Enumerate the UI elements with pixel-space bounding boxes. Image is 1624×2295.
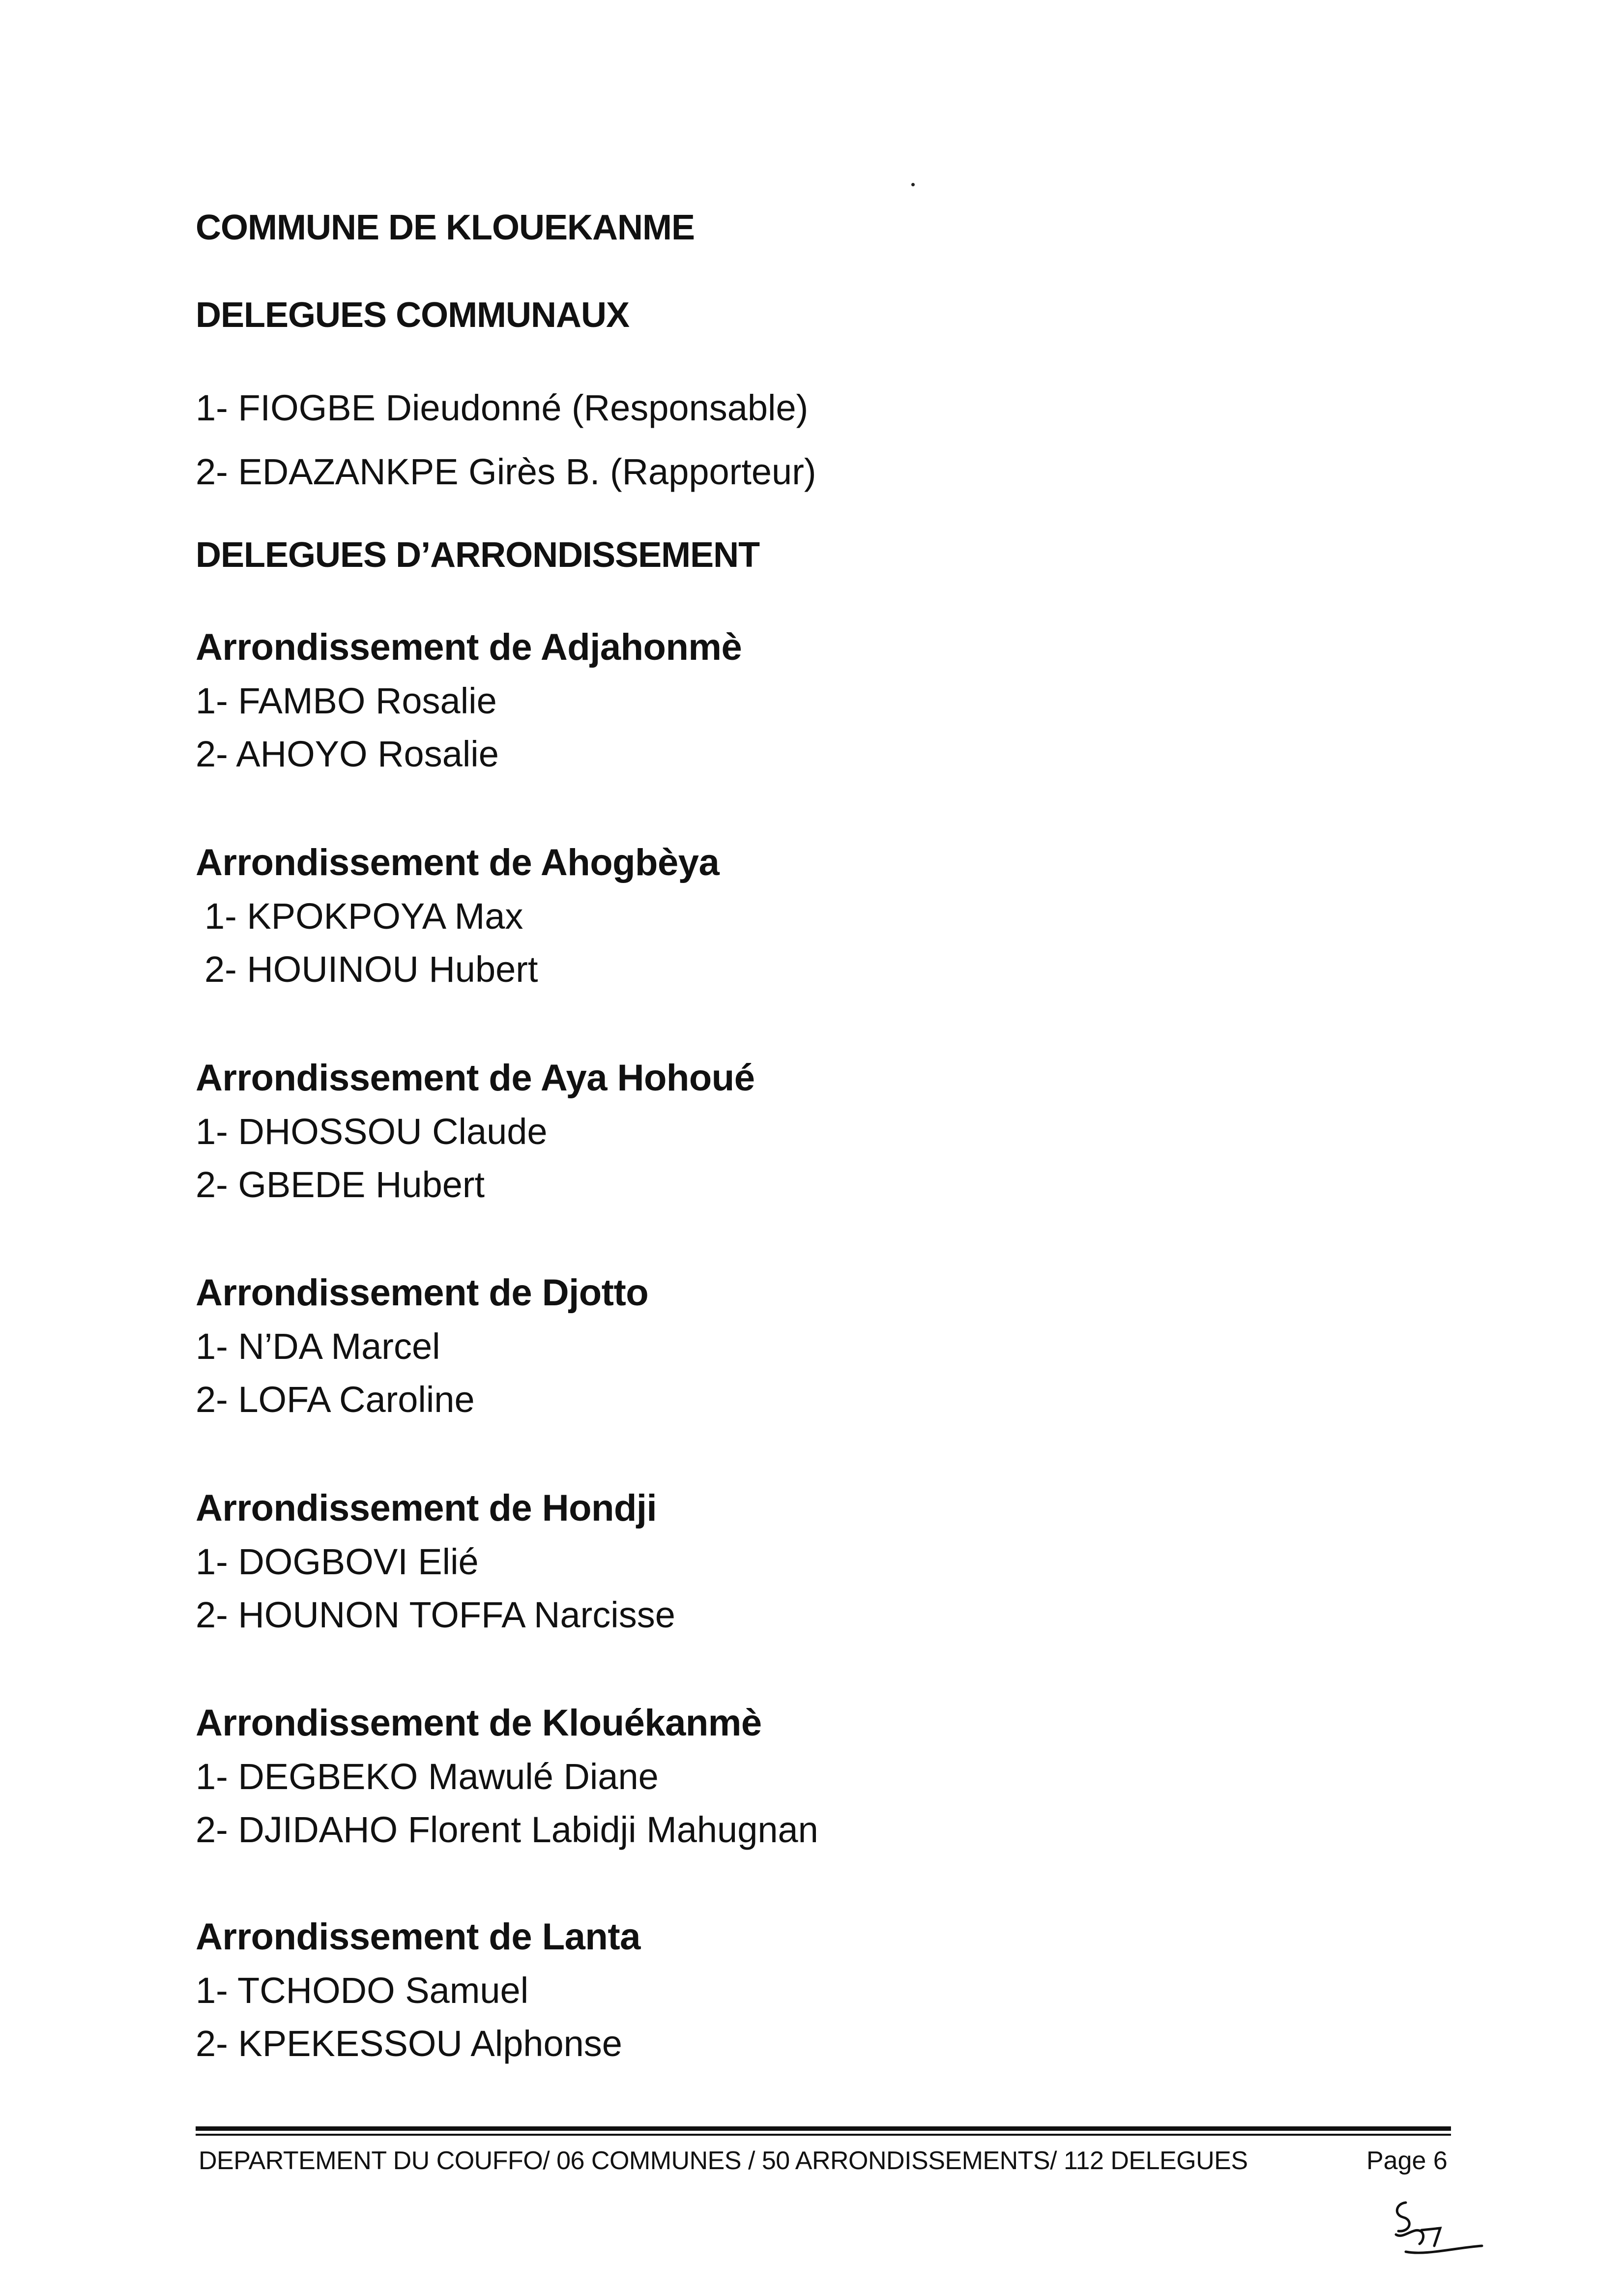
commune-title: COMMUNE DE KLOUEKANME xyxy=(196,208,695,247)
list-item: 1- FIOGBE Dieudonné (Responsable) xyxy=(196,387,809,428)
list-item: 2- EDAZANKPE Girès B. (Rapporteur) xyxy=(196,451,816,492)
page-number: Page 6 xyxy=(1366,2147,1448,2175)
list-item: 2- DJIDAHO Florent Labidji Mahugnan xyxy=(196,1809,818,1850)
arrondissement-title: Arrondissement de Hondji xyxy=(196,1487,657,1529)
list-item: 2- KPEKESSOU Alphonse xyxy=(196,2023,622,2064)
arrondissement-group xyxy=(196,1696,818,1856)
list-item: 1- KPOKPOYA Max xyxy=(204,896,523,937)
list-item: 2- AHOYO Rosalie xyxy=(196,734,499,774)
arrondissement-title: Arrondissement de Ahogbèya xyxy=(196,842,720,883)
communal-delegates-heading: DELEGUES COMMUNAUX xyxy=(196,295,630,335)
arrondissement-group xyxy=(196,1481,675,1642)
arrondissement-group xyxy=(196,1910,640,2070)
signature-icon xyxy=(1376,2193,1489,2262)
communal-delegates-list xyxy=(196,376,816,504)
footer-text: DEPARTEMENT DU COUFFO/ 06 COMMUNES / 50 ARRONDISSEMENTS/ 112 DELEGUES xyxy=(199,2147,1248,2175)
footer-divider xyxy=(196,2126,1451,2131)
arrondissement-title: Arrondissement de Djotto xyxy=(196,1272,649,1314)
list-item: 1- FAMBO Rosalie xyxy=(196,680,497,721)
list-item: 2- HOUINOU Hubert xyxy=(204,949,538,990)
arrondissement-title: Arrondissement de Aya Hohoué xyxy=(196,1057,755,1099)
arrondissement-title: Arrondissement de Lanta xyxy=(196,1916,640,1958)
arrondissement-group xyxy=(196,836,719,996)
list-item: 2- GBEDE Hubert xyxy=(196,1164,485,1205)
arrondissement-group xyxy=(196,620,742,781)
arrondissement-title: Arrondissement de Klouékanmè xyxy=(196,1702,762,1744)
arrondissement-delegates-heading: DELEGUES D’ARRONDISSEMENT xyxy=(196,535,760,575)
footer-divider xyxy=(196,2134,1451,2136)
arrondissement-title: Arrondissement de Adjahonmè xyxy=(196,626,742,668)
arrondissement-group xyxy=(196,1051,754,1211)
list-item: 1- N’DA Marcel xyxy=(196,1326,440,1367)
stray-dot xyxy=(911,183,915,186)
list-item: 1- DEGBEKO Mawulé Diane xyxy=(196,1756,659,1797)
list-item: 2- HOUNON TOFFA Narcisse xyxy=(196,1594,675,1635)
arrondissement-group xyxy=(196,1266,648,1426)
list-item: 1- DOGBOVI Elié xyxy=(196,1541,479,1582)
list-item: 2- LOFA Caroline xyxy=(196,1379,475,1420)
list-item: 1- TCHODO Samuel xyxy=(196,1970,529,2011)
list-item: 1- DHOSSOU Claude xyxy=(196,1111,548,1152)
